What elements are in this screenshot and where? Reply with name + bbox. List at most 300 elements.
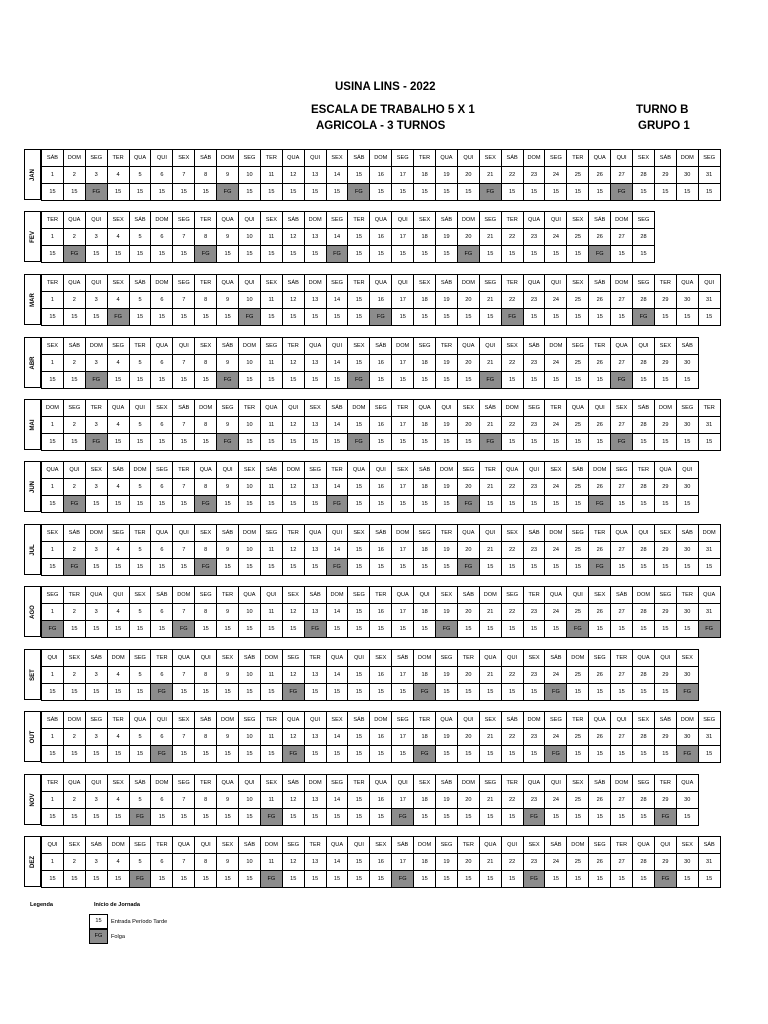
date-cell: 4 (107, 292, 129, 309)
date-cell: 28 (633, 854, 655, 871)
shift-cell: 15 (63, 184, 85, 201)
weekday-cell: SEX (326, 150, 348, 167)
weekday-cell: QUA (698, 587, 720, 604)
weekday-cell: SÁB (589, 212, 611, 229)
date-cell: 1 (42, 417, 64, 434)
weekday-cell: SEG (195, 587, 217, 604)
shift-cell: 15 (436, 746, 458, 763)
shift-cell: 15 (348, 809, 370, 826)
weekday-cell: SEX (457, 400, 479, 417)
weekday-cell: SEG (304, 462, 326, 479)
date-cell: 12 (282, 167, 304, 184)
date-cell: 27 (611, 355, 633, 372)
shift-cell: 15 (436, 871, 458, 888)
weekday-cell: SEX (370, 837, 392, 854)
date-cell: 18 (414, 479, 436, 496)
date-cell: 12 (282, 667, 304, 684)
weekday-cell: DOM (217, 150, 239, 167)
weekday-cell: SÁB (85, 837, 107, 854)
weekday-cell: SEG (479, 775, 501, 792)
weekday-cell: SEX (654, 525, 676, 542)
weekday-cell: SEX (107, 212, 129, 229)
legend-off-box: FG (89, 929, 108, 944)
shift-cell: 15 (195, 746, 217, 763)
shift-cell: 15 (239, 496, 261, 513)
shift-cell: 15 (457, 434, 479, 451)
shift-cell: 15 (326, 372, 348, 389)
weekday-cell: DOM (611, 775, 633, 792)
shift-cell: 15 (545, 246, 567, 263)
shift-cell: 15 (501, 809, 523, 826)
shift-label: TURNO B (636, 104, 689, 116)
shift-cell: 15 (611, 809, 633, 826)
shift-cell: 15 (676, 809, 698, 826)
weekday-cell: QUA (326, 650, 348, 667)
weekday-cell: SÁB (85, 650, 107, 667)
month-table (41, 149, 721, 201)
date-row (42, 667, 699, 684)
weekday-cell: TER (173, 462, 195, 479)
weekday-cell: SÁB (239, 650, 261, 667)
date-cell: 27 (611, 729, 633, 746)
shift-cell: 15 (151, 246, 173, 263)
shift-cell: 15 (676, 559, 698, 576)
weekday-cell: DOM (85, 525, 107, 542)
weekday-cell: QUA (392, 587, 414, 604)
date-cell: 28 (633, 542, 655, 559)
shift-cell: 15 (63, 746, 85, 763)
shift-cell: 15 (698, 434, 720, 451)
date-cell: 24 (545, 167, 567, 184)
shift-cell: 15 (589, 184, 611, 201)
date-cell: 25 (567, 417, 589, 434)
date-cell: 29 (654, 417, 676, 434)
shift-cell: 15 (326, 184, 348, 201)
weekday-cell: QUA (633, 650, 655, 667)
month-label-text: JUN (29, 480, 36, 493)
weekday-cell: SEX (567, 275, 589, 292)
shift-cell: 15 (392, 746, 414, 763)
date-cell: 13 (304, 729, 326, 746)
weekday-cell: SEG (260, 525, 282, 542)
date-cell: 27 (611, 167, 633, 184)
off-day-cell: FG (326, 559, 348, 576)
weekday-cell: SÁB (479, 400, 501, 417)
weekday-cell: QUI (392, 775, 414, 792)
month-table (41, 524, 721, 576)
shift-cell: 15 (239, 684, 261, 701)
shift-cell: 15 (173, 496, 195, 513)
weekday-cell: QUA (63, 775, 85, 792)
shift-cell: 15 (567, 871, 589, 888)
month-label-text: MAR (29, 292, 36, 307)
weekday-cell: SEX (414, 275, 436, 292)
date-cell: 24 (545, 542, 567, 559)
weekday-cell: SEG (589, 650, 611, 667)
weekday-cell: QUA (676, 775, 698, 792)
shift-cell: 15 (479, 684, 501, 701)
weekday-cell: QUI (260, 587, 282, 604)
weekday-cell: QUA (173, 837, 195, 854)
date-cell: 26 (589, 542, 611, 559)
date-cell: 9 (217, 292, 239, 309)
shift-cell: 15 (217, 871, 239, 888)
weekday-cell: SEG (567, 525, 589, 542)
date-cell: 23 (523, 229, 545, 246)
shift-cell: 15 (676, 309, 698, 326)
shift-cell: 15 (85, 309, 107, 326)
weekday-cell: SÁB (217, 338, 239, 355)
weekday-cell: SÁB (545, 837, 567, 854)
weekday-cell: QUI (304, 712, 326, 729)
weekday-cell: QUI (63, 462, 85, 479)
weekday-cell: DOM (304, 275, 326, 292)
weekday-cell: SÁB (501, 150, 523, 167)
shift-cell: 15 (633, 559, 655, 576)
date-cell: 19 (436, 355, 458, 372)
weekday-cell: SEG (63, 400, 85, 417)
weekday-cell: DOM (129, 462, 151, 479)
shift-cell: 15 (414, 621, 436, 638)
weekday-cell: QUI (414, 587, 436, 604)
date-cell: 17 (392, 229, 414, 246)
shift-cell: 15 (217, 746, 239, 763)
date-cell: 26 (589, 229, 611, 246)
weekday-cell: DOM (457, 212, 479, 229)
date-cell: 16 (370, 167, 392, 184)
weekday-cell: QUA (545, 587, 567, 604)
weekday-cell: QUA (457, 525, 479, 542)
date-cell: 1 (42, 667, 64, 684)
weekday-cell: SEG (633, 275, 655, 292)
legend-shift-text: Entrada Período Tarde (111, 919, 168, 925)
date-cell: 29 (654, 479, 676, 496)
date-cell: 5 (129, 854, 151, 871)
weekday-cell: SEX (42, 338, 64, 355)
shift-cell: 15 (260, 434, 282, 451)
shift-cell: 15 (326, 871, 348, 888)
weekday-cell: QUA (217, 212, 239, 229)
weekday-cell: SEX (42, 525, 64, 542)
shift-cell: 15 (282, 496, 304, 513)
date-cell: 2 (63, 604, 85, 621)
date-cell: 17 (392, 292, 414, 309)
weekday-cell: QUA (282, 150, 304, 167)
date-cell: 11 (260, 542, 282, 559)
shift-cell: 15 (545, 309, 567, 326)
shift-cell: 15 (195, 434, 217, 451)
weekday-cell: SEG (698, 150, 720, 167)
weekday-cell: SEX (195, 525, 217, 542)
date-cell: 8 (195, 479, 217, 496)
weekday-cell: TER (611, 837, 633, 854)
shift-cell: 15 (501, 372, 523, 389)
shift-cell: 15 (457, 372, 479, 389)
date-cell: 18 (414, 542, 436, 559)
date-cell: 12 (282, 542, 304, 559)
weekday-cell: SEX (436, 587, 458, 604)
shift-cell: 15 (173, 746, 195, 763)
weekday-cell: SÁB (195, 712, 217, 729)
weekday-cell: SEG (107, 525, 129, 542)
date-cell: 14 (326, 229, 348, 246)
shift-cell: 15 (545, 809, 567, 826)
date-cell: 21 (479, 792, 501, 809)
shift-cell: 15 (523, 372, 545, 389)
date-cell: 13 (304, 854, 326, 871)
shift-row (42, 871, 721, 888)
shift-cell: 15 (326, 309, 348, 326)
date-cell: 14 (326, 479, 348, 496)
weekday-cell: SEG (457, 462, 479, 479)
shift-cell: 15 (654, 621, 676, 638)
weekday-cell: SÁB (414, 462, 436, 479)
date-cell: 21 (479, 729, 501, 746)
weekday-cell: DOM (217, 712, 239, 729)
shift-cell: 15 (326, 746, 348, 763)
weekday-cell: QUA (348, 462, 370, 479)
weekday-cell: TER (414, 712, 436, 729)
month-label (24, 211, 41, 262)
weekday-cell: SEX (63, 650, 85, 667)
shift-cell: 15 (457, 746, 479, 763)
weekday-cell: TER (239, 400, 261, 417)
date-cell: 7 (173, 292, 195, 309)
shift-cell: 15 (611, 309, 633, 326)
weekday-cell: QUI (545, 775, 567, 792)
date-cell: 16 (370, 854, 392, 871)
date-cell: 14 (326, 542, 348, 559)
weekday-row (42, 712, 721, 729)
weekday-cell: SEG (326, 775, 348, 792)
weekday-cell: SÁB (457, 587, 479, 604)
weekday-cell: DOM (457, 275, 479, 292)
date-cell: 9 (217, 355, 239, 372)
shift-cell: 15 (370, 746, 392, 763)
weekday-cell: SEX (414, 212, 436, 229)
date-cell: 19 (436, 167, 458, 184)
date-cell: 16 (370, 355, 392, 372)
weekday-row (42, 650, 699, 667)
weekday-cell: TER (611, 650, 633, 667)
page-title: USINA LINS - 2022 (335, 81, 436, 93)
shift-cell: 15 (436, 684, 458, 701)
shift-cell: 15 (414, 809, 436, 826)
date-cell: 1 (42, 167, 64, 184)
shift-cell: 15 (129, 372, 151, 389)
shift-row (42, 184, 721, 201)
date-cell: 7 (173, 229, 195, 246)
weekday-cell: QUA (107, 400, 129, 417)
weekday-cell: TER (501, 775, 523, 792)
weekday-cell: QUA (479, 837, 501, 854)
date-cell: 29 (654, 542, 676, 559)
date-cell: 25 (567, 667, 589, 684)
date-cell: 19 (436, 542, 458, 559)
date-cell: 18 (414, 355, 436, 372)
weekday-cell: DOM (654, 400, 676, 417)
shift-cell: 15 (698, 871, 720, 888)
weekday-cell: SEG (479, 212, 501, 229)
weekday-cell: DOM (42, 400, 64, 417)
shift-cell: 15 (523, 496, 545, 513)
off-day-cell: FG (392, 871, 414, 888)
shift-cell: 15 (545, 621, 567, 638)
off-day-cell: FG (42, 621, 64, 638)
weekday-cell: QUA (370, 275, 392, 292)
month-label-text: DEZ (29, 855, 36, 868)
shift-cell: 15 (501, 434, 523, 451)
date-cell: 20 (457, 167, 479, 184)
shift-cell: 15 (85, 871, 107, 888)
shift-cell: 15 (457, 684, 479, 701)
weekday-cell: QUI (523, 462, 545, 479)
shift-cell: 15 (63, 434, 85, 451)
date-cell: 3 (85, 792, 107, 809)
date-cell: 12 (282, 729, 304, 746)
weekday-cell: QUI (370, 462, 392, 479)
date-cell: 19 (436, 667, 458, 684)
shift-cell: 15 (414, 559, 436, 576)
date-cell: 13 (304, 542, 326, 559)
date-cell: 20 (457, 479, 479, 496)
weekday-cell: SÁB (545, 650, 567, 667)
date-cell: 19 (436, 479, 458, 496)
shift-cell: 15 (151, 309, 173, 326)
weekday-cell: DOM (392, 525, 414, 542)
off-day-cell: FG (479, 372, 501, 389)
date-cell: 10 (239, 667, 261, 684)
date-cell: 6 (151, 292, 173, 309)
weekday-cell: QUA (676, 275, 698, 292)
shift-cell: 15 (567, 496, 589, 513)
date-cell: 24 (545, 604, 567, 621)
shift-cell: 15 (676, 184, 698, 201)
shift-cell: 15 (326, 434, 348, 451)
date-cell: 23 (523, 417, 545, 434)
weekday-cell: TER (42, 212, 64, 229)
shift-cell: 15 (107, 809, 129, 826)
shift-cell: 15 (633, 684, 655, 701)
date-cell: 9 (217, 229, 239, 246)
shift-cell: 15 (348, 746, 370, 763)
weekday-cell: DOM (239, 338, 261, 355)
date-cell: 17 (392, 167, 414, 184)
date-cell: 18 (414, 292, 436, 309)
date-cell: 5 (129, 417, 151, 434)
weekday-cell: TER (654, 775, 676, 792)
shift-cell: 15 (85, 559, 107, 576)
weekday-cell: QUI (633, 338, 655, 355)
date-cell: 15 (348, 854, 370, 871)
weekday-cell: SEX (173, 150, 195, 167)
date-cell: 15 (348, 729, 370, 746)
date-cell: 4 (107, 604, 129, 621)
shift-cell: 15 (676, 621, 698, 638)
date-cell: 12 (282, 355, 304, 372)
date-cell: 21 (479, 667, 501, 684)
off-day-cell: FG (304, 621, 326, 638)
date-cell: 27 (611, 854, 633, 871)
date-cell: 4 (107, 854, 129, 871)
weekday-cell: TER (304, 837, 326, 854)
date-cell: 19 (436, 854, 458, 871)
date-cell: 6 (151, 479, 173, 496)
weekday-cell: SEG (239, 712, 261, 729)
date-cell: 7 (173, 854, 195, 871)
weekday-cell: SEX (63, 837, 85, 854)
date-cell: 10 (239, 792, 261, 809)
weekday-cell: QUA (195, 462, 217, 479)
weekday-cell: TER (42, 775, 64, 792)
weekday-cell: TER (457, 837, 479, 854)
date-cell: 15 (348, 479, 370, 496)
weekday-cell: QUI (282, 400, 304, 417)
date-cell: 3 (85, 854, 107, 871)
weekday-cell: SEG (326, 212, 348, 229)
off-day-cell: FG (85, 434, 107, 451)
weekday-cell: SEG (173, 275, 195, 292)
shift-cell: 15 (107, 372, 129, 389)
weekday-cell: SEX (633, 712, 655, 729)
shift-cell: 15 (479, 246, 501, 263)
off-day-cell: FG (392, 809, 414, 826)
date-cell: 15 (348, 229, 370, 246)
weekday-cell: SEG (326, 275, 348, 292)
weekday-cell: QUI (326, 338, 348, 355)
month-table (41, 586, 721, 638)
date-cell: 19 (436, 417, 458, 434)
weekday-cell: TER (436, 525, 458, 542)
shift-cell: 15 (414, 309, 436, 326)
date-cell: 1 (42, 792, 64, 809)
weekday-row (42, 525, 721, 542)
shift-cell: 15 (107, 184, 129, 201)
date-cell: 7 (173, 355, 195, 372)
shift-cell: 15 (239, 621, 261, 638)
shift-cell: 15 (85, 246, 107, 263)
date-cell: 14 (326, 167, 348, 184)
shift-cell: 15 (239, 184, 261, 201)
weekday-cell: SEG (370, 400, 392, 417)
date-cell: 13 (304, 417, 326, 434)
date-cell: 31 (698, 542, 720, 559)
weekday-cell: QUA (63, 275, 85, 292)
date-cell: 15 (348, 792, 370, 809)
shift-cell: 15 (611, 621, 633, 638)
shift-cell: 15 (217, 684, 239, 701)
weekday-row (42, 212, 655, 229)
date-cell: 25 (567, 229, 589, 246)
shift-cell: 15 (282, 809, 304, 826)
shift-cell: 15 (195, 871, 217, 888)
date-cell: 22 (501, 854, 523, 871)
shift-cell: 15 (151, 434, 173, 451)
off-day-cell: FG (545, 746, 567, 763)
date-cell: 26 (589, 355, 611, 372)
shift-cell: 15 (501, 871, 523, 888)
shift-cell: 15 (523, 559, 545, 576)
weekday-cell: SÁB (107, 462, 129, 479)
shift-cell: 15 (698, 184, 720, 201)
date-cell: 30 (676, 604, 698, 621)
weekday-cell: QUA (501, 462, 523, 479)
shift-cell: 15 (633, 434, 655, 451)
date-cell: 30 (676, 417, 698, 434)
shift-cell: 15 (173, 309, 195, 326)
shift-row (42, 621, 721, 638)
shift-cell: 15 (129, 434, 151, 451)
